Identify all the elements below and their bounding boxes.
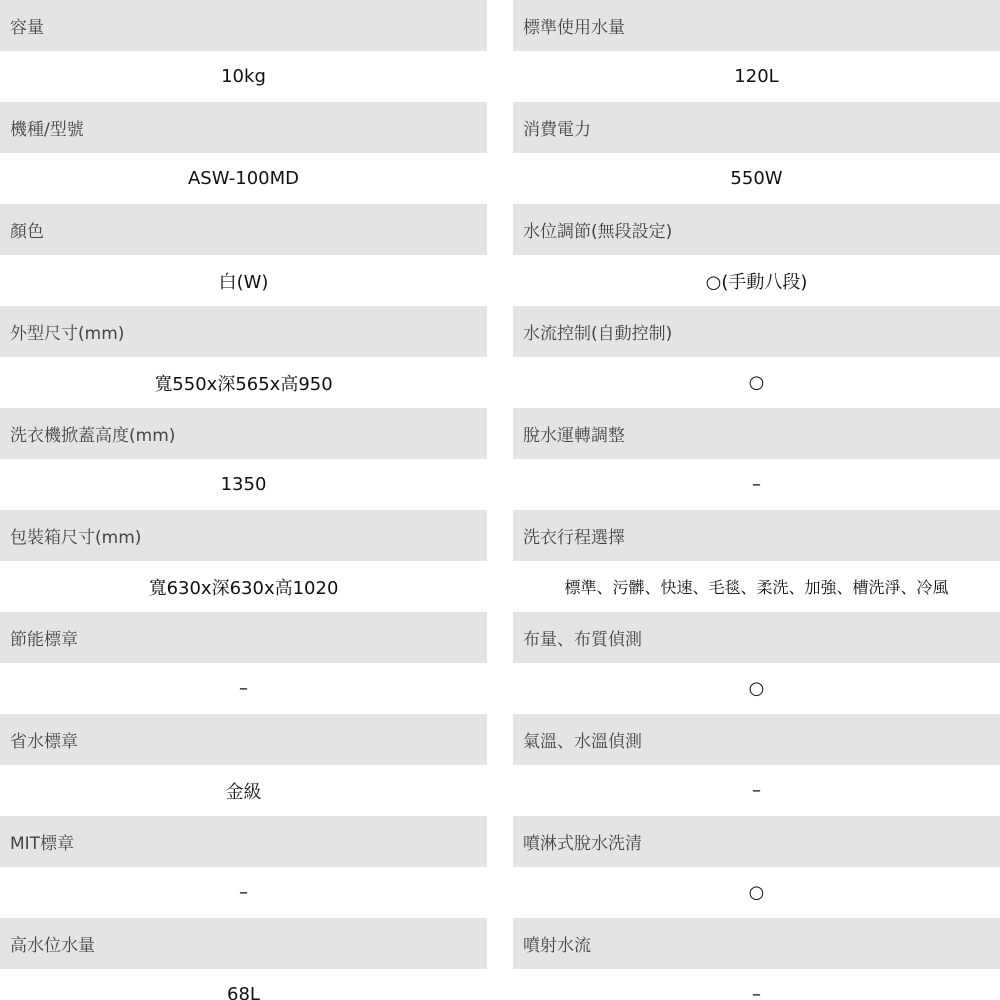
spec-label: 水流控制(自動控制)	[513, 306, 1000, 357]
spec-label: 機種/型號	[0, 102, 487, 153]
spec-value: –	[513, 765, 1000, 816]
spec-value: –	[513, 459, 1000, 510]
spec-label: 脫水運轉調整	[513, 408, 1000, 459]
spec-label: 噴淋式脫水洗清	[513, 816, 1000, 867]
spec-value: ○	[513, 663, 1000, 714]
spec-label: 洗衣行程選擇	[513, 510, 1000, 561]
spec-label: MIT標章	[0, 816, 487, 867]
spec-column-left	[0, 0, 487, 1000]
spec-label: 標準使用水量	[513, 0, 1000, 51]
spec-label: 顏色	[0, 204, 487, 255]
spec-value: 1350	[0, 459, 487, 510]
spec-label: 高水位水量	[0, 918, 487, 969]
spec-value: 白(W)	[0, 255, 487, 306]
spec-value: ○	[513, 357, 1000, 408]
spec-label: 洗衣機掀蓋高度(mm)	[0, 408, 487, 459]
spec-label: 消費電力	[513, 102, 1000, 153]
spec-value: 寬550x深565x高950	[0, 357, 487, 408]
spec-value: ○	[513, 867, 1000, 918]
spec-label: 省水標章	[0, 714, 487, 765]
spec-label: 氣溫、水溫偵測	[513, 714, 1000, 765]
spec-value: –	[0, 867, 487, 918]
spec-value: 10kg	[0, 51, 487, 102]
spec-value: 寬630x深630x高1020	[0, 561, 487, 612]
spec-value: 標準、污髒、快速、毛毯、柔洗、加強、槽洗淨、冷風	[513, 561, 1000, 612]
spec-value: 金級	[0, 765, 487, 816]
spec-value: 120L	[513, 51, 1000, 102]
spec-label: 外型尺寸(mm)	[0, 306, 487, 357]
spec-label: 布量、布質偵測	[513, 612, 1000, 663]
spec-value: ○(手動八段)	[513, 255, 1000, 306]
spec-label: 包裝箱尺寸(mm)	[0, 510, 487, 561]
spec-label: 容量	[0, 0, 487, 51]
spec-value: –	[0, 663, 487, 714]
spec-value: –	[513, 969, 1000, 1000]
spec-value: 550W	[513, 153, 1000, 204]
spec-label: 節能標章	[0, 612, 487, 663]
spec-value: 68L	[0, 969, 487, 1000]
spec-label: 水位調節(無段設定)	[513, 204, 1000, 255]
spec-label: 噴射水流	[513, 918, 1000, 969]
spec-column-right	[513, 0, 1000, 1000]
spec-value: ASW-100MD	[0, 153, 487, 204]
